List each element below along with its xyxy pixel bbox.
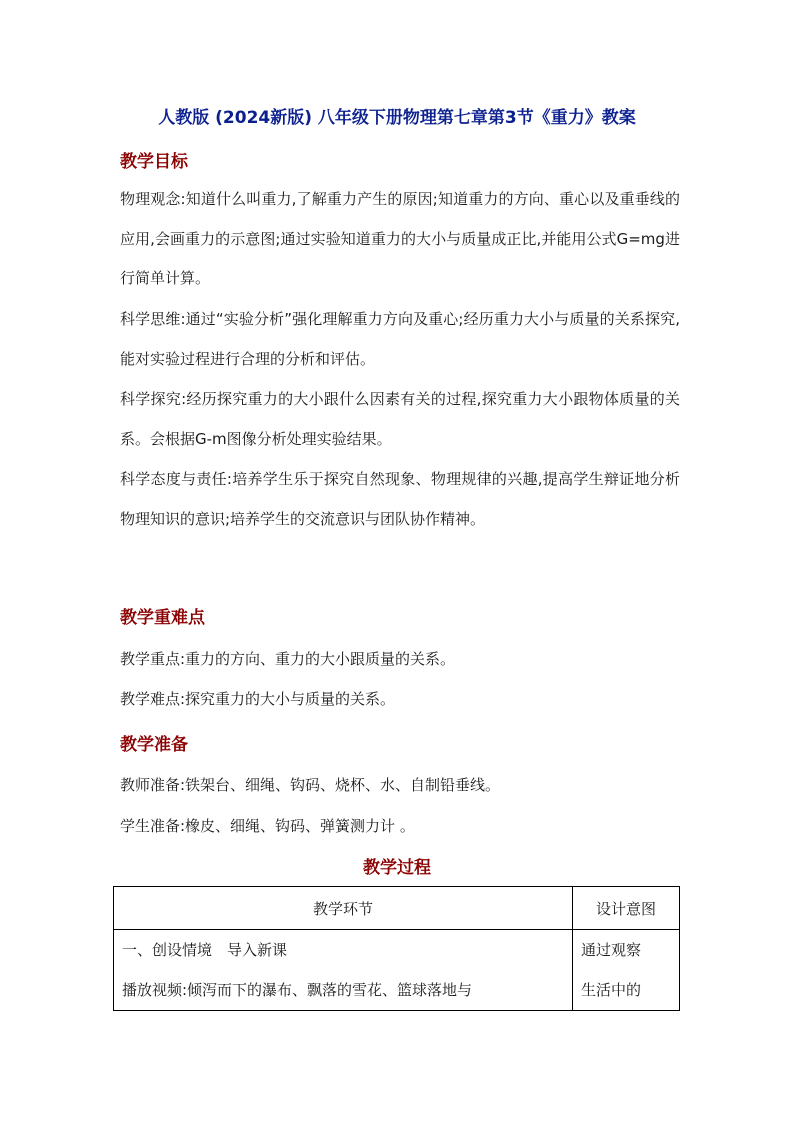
- table-cell-intent: [573, 930, 680, 1011]
- heading-process: 教学过程: [363, 858, 431, 878]
- stage-line-2: 播放视频:倾泻而下的瀑布、飘落的雪花、篮球落地与: [122, 981, 473, 999]
- intent-line-2: 生活中的: [581, 981, 642, 999]
- table-cell-stage: [114, 930, 573, 1011]
- table-header-row: [114, 887, 680, 930]
- process-table: [113, 886, 680, 1011]
- document-title: 人教版 (2024新版) 八年级下册物理第七章第3节《重力》教案: [158, 108, 636, 128]
- heading-key-points: 教学重难点: [120, 608, 205, 628]
- objective-scientific-thinking: 科学思维:通过“实验分析”强化理解重力方向及重心;经历重力大小与质量的关系探究,能对实验过程进行合理的分析和评估。: [120, 310, 680, 368]
- table-header-intent: 设计意图: [573, 887, 680, 930]
- stage-line-1: 一、创设情境 导入新课: [122, 941, 288, 959]
- heading-preparation: 教学准备: [120, 735, 188, 755]
- objective-physics-concept: 物理观念:知道什么叫重力,了解重力产生的原因;知道重力的方向、重心以及重垂线的应用,会画重力的示意图;通过实验知道重力的大小与质量成正比,并能用公式G=mg进行简单计算。: [120, 190, 680, 287]
- table-row: [114, 930, 680, 1011]
- preparation-student: 学生准备:橡皮、细绳、钩码、弹簧测力计 。: [120, 817, 415, 835]
- intent-line-1: 通过观察: [581, 941, 642, 959]
- objective-attitude-responsibility: 科学态度与责任:培养学生乐于探究自然现象、物理规律的兴趣,提高学生辩证地分析物理知识的意识;培养学生的交流意识与团队协作精神。: [120, 470, 680, 528]
- preparation-teacher: 教师准备:铁架台、细绳、钩码、烧杯、水、自制铅垂线。: [120, 776, 501, 794]
- heading-objectives: 教学目标: [120, 152, 188, 172]
- table-header-stage: 教学环节: [114, 887, 573, 930]
- objective-scientific-inquiry: 科学探究:经历探究重力的大小跟什么因素有关的过程,探究重力大小跟物体质量的关系。会根据G-m图像分析处理实验结果。: [120, 390, 680, 448]
- key-point-focus: 教学重点:重力的方向、重力的大小跟质量的关系。: [120, 650, 456, 668]
- key-point-difficulty: 教学难点:探究重力的大小与质量的关系。: [120, 690, 396, 708]
